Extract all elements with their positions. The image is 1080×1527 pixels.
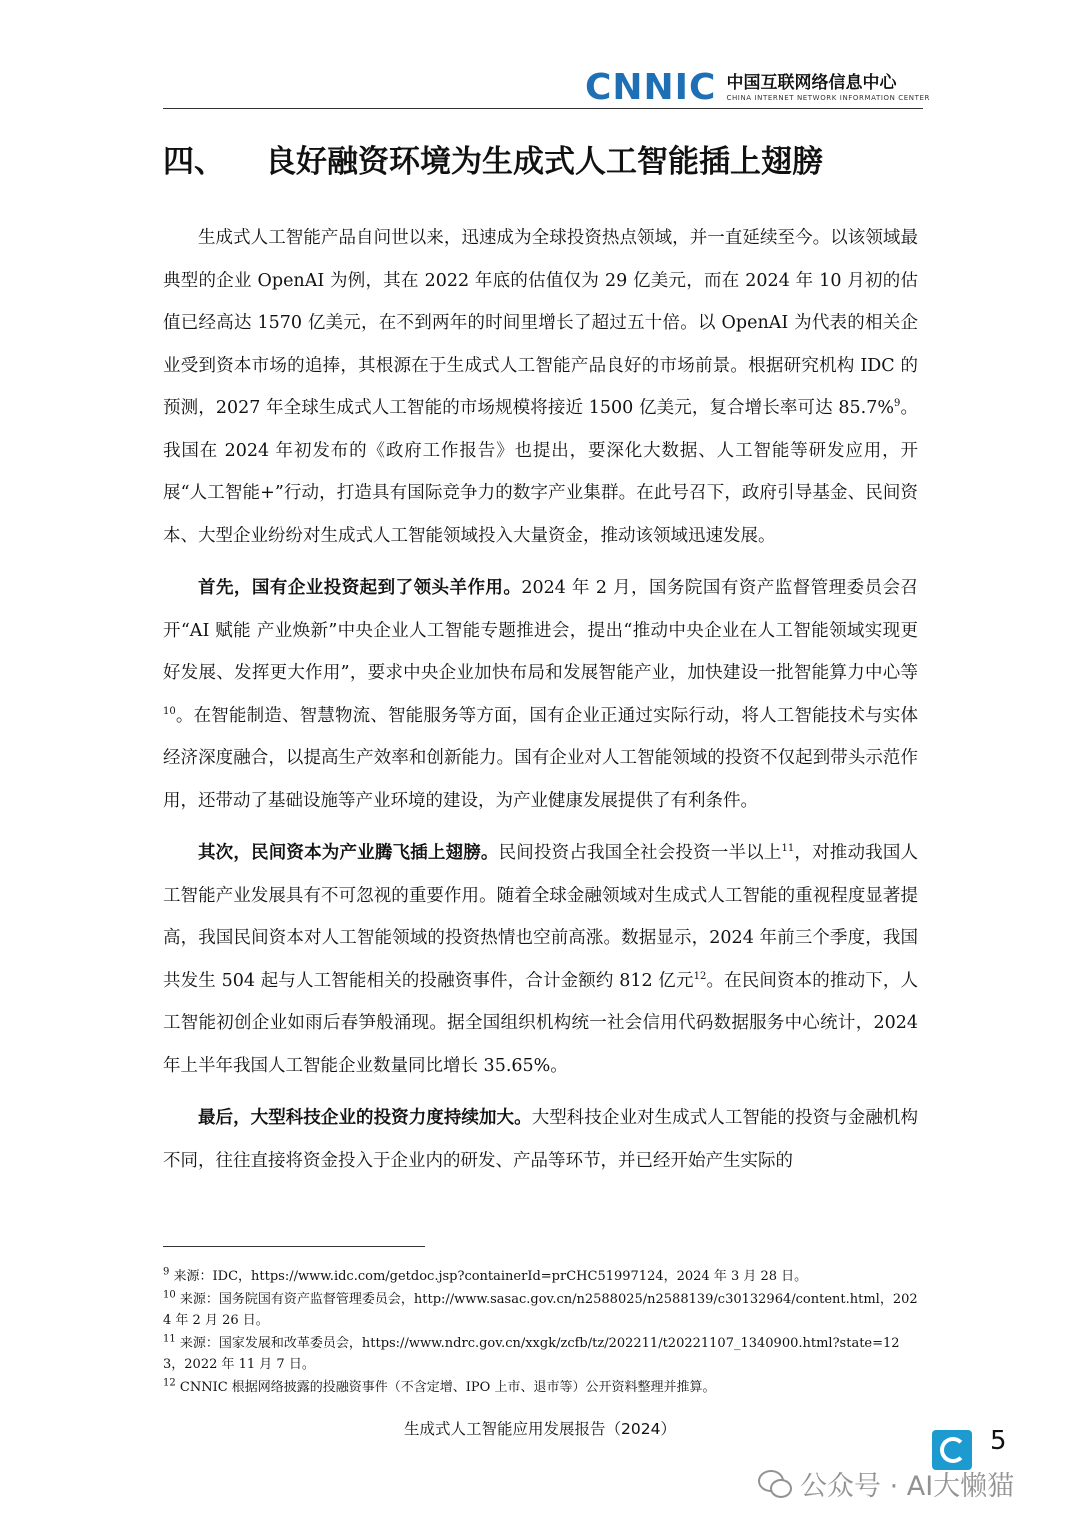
section-heading (163, 136, 823, 181)
paragraph-text: 。我国在 2024 年初发布的《政府工作报告》也提出，要深化大数据、人工智能等研发应用，开展“人工智能+”行动，打造具有国际竞争力的数字产业集群。在此号召下，政府引导基金、民间资本、大型企业纷纷对生成式人工智能领域投入大量资金，推动该领域迅速发展。 (163, 398, 919, 546)
paragraph-text: 生成式人工智能产品自问世以来，迅速成为全球投资热点领域，并一直延续至今。以该领域最典型的企业 OpenAI 为例，其在 2022 年底的估值仅为 29 亿美元，而在 2024 年 10 月初的估值已经高达 1570 亿美元，在不到两年的时间里增长了超过五十倍。以 OpenAI 为代表的相关企业受到资本市场的追捧，其根源在于生成式人工智能产品良好的市场前景。根据研究机构 IDC 的预测，2027 年全球生成式人工智能的市场规模将接近 1500 亿美元，复合增长率可达 85.7% (163, 228, 918, 418)
footnote-item (163, 1377, 918, 1398)
header-divider (163, 108, 923, 109)
org-name-cn: 中国互联网络信息中心 (726, 72, 897, 93)
paragraph-text: 大型科技企业对生成式人工智能的投资与金融机构不同，往往直接将资金投入于企业内的研发、产品等环节，并已经开始产生实际的 (163, 1108, 918, 1171)
paragraph-lead: 其次，民间资本为产业腾飞插上翅膀。 (198, 843, 499, 863)
footnote-number: 12 (163, 1377, 176, 1389)
wechat-icon (758, 1470, 792, 1498)
footnote-text: CNNIC 根据网络披露的投融资事件（不含定增、IPO 上市、退市等）公开资料整理并推算。 (175, 1380, 716, 1395)
paragraph-text: 民间投资占我国全社会投资一半以上 (498, 843, 782, 863)
footer-logo-ring (940, 1437, 966, 1463)
watermark (758, 1464, 1014, 1503)
footnote-number: 9 (163, 1266, 170, 1278)
footnote-ref[interactable]: 10 (163, 705, 176, 717)
footnote-item (163, 1289, 918, 1331)
cnnic-logo-mark: CNNIC (584, 67, 717, 108)
footnote-text[interactable]: 来源：国家发展和改革委员会，https://www.ndrc.gov.cn/xxgk/zcfb/tz/202211/t20221107_1340900.html?state=123，2022 年 11 月 7 日。 (163, 1336, 900, 1372)
paragraph-state-owned (163, 567, 918, 822)
body-text (163, 217, 918, 1192)
watermark-text: 公众号 · AI大懒猫 (800, 1471, 1015, 1502)
footnote-ref[interactable]: 12 (693, 970, 707, 982)
footnote-divider (163, 1246, 425, 1247)
paragraph-private-capital (163, 832, 918, 1087)
paragraph-lead: 首先，国有企业投资起到了领头羊作用。 (198, 578, 522, 598)
org-name-en: CHINA INTERNET NETWORK INFORMATION CENTER (726, 94, 930, 103)
footnote-number: 10 (163, 1289, 176, 1301)
footnote-text[interactable]: 来源：IDC，https://www.idc.com/getdoc.jsp?containerId=prCHC51997124，2024 年 3 月 28 日。 (169, 1269, 808, 1284)
paragraph-text: 。在智能制造、智慧物流、智能服务等方面，国有企业正通过实际行动，将人工智能技术与实体经济深度融合，以提高生产效率和创新能力。国有企业对人工智能领域的投资不仅起到带头示范作用，还带动了基础设施等产业环境的建设，为产业健康发展提供了有利条件。 (163, 705, 918, 811)
paragraph-intro (163, 217, 918, 557)
page-number: 5 (990, 1426, 1007, 1456)
footnotes (163, 1266, 918, 1400)
paragraph-lead: 最后，大型科技企业的投资力度持续加大。 (198, 1108, 532, 1128)
org-name (726, 74, 930, 103)
footnote-item (163, 1333, 918, 1375)
footnote-ref[interactable]: 9 (894, 398, 901, 410)
section-title: 良好融资环境为生成式人工智能插上翅膀 (265, 144, 823, 180)
paragraph-text: 2024 年 2 月，国务院国有资产监督管理委员会召开“AI 赋能 产业焕新”中央企业人工智能专题推进会，提出“推动中央企业在人工智能领域实现更好发展、发挥更大作用”，要求中央企业加快布局和发展智能产业，加快建设一批智能算力中心等 (163, 578, 919, 683)
paragraph-text: 。在民间资本的推动下，人工智能初创企业如雨后春笋般涌现。据全国组织机构统一社会信用代码数据服务中心统计，2024 年上半年我国人工智能企业数量同比增长 35.65%。 (163, 970, 918, 1076)
footnote-ref[interactable]: 11 (781, 843, 795, 855)
footnote-number: 11 (163, 1333, 176, 1345)
footnote-text[interactable]: 来源：国务院国有资产监督管理委员会，http://www.sasac.gov.cn/n2588025/n2588139/c30132964/content.html，2024 年 2 月 26 日。 (163, 1292, 918, 1328)
footnote-item (163, 1266, 918, 1287)
footer-report-title: 生成式人工智能应用发展报告（2024） (404, 1420, 676, 1438)
paragraph-text: ，对推动我国人工智能产业发展具有不可忽视的重要作用。随着全球金融领域对生成式人工智能的重视程度显著提高，我国民间资本对人工智能领域的投资热情也空前高涨。数据显示，2024 年前三个季度，我国共发生 504 起与人工智能相关的投融资事件，合计金额约 812 亿元 (163, 843, 919, 991)
cnnic-logo (584, 67, 930, 108)
section-number: 四、 (163, 144, 225, 180)
paragraph-tech-companies (163, 1097, 918, 1182)
